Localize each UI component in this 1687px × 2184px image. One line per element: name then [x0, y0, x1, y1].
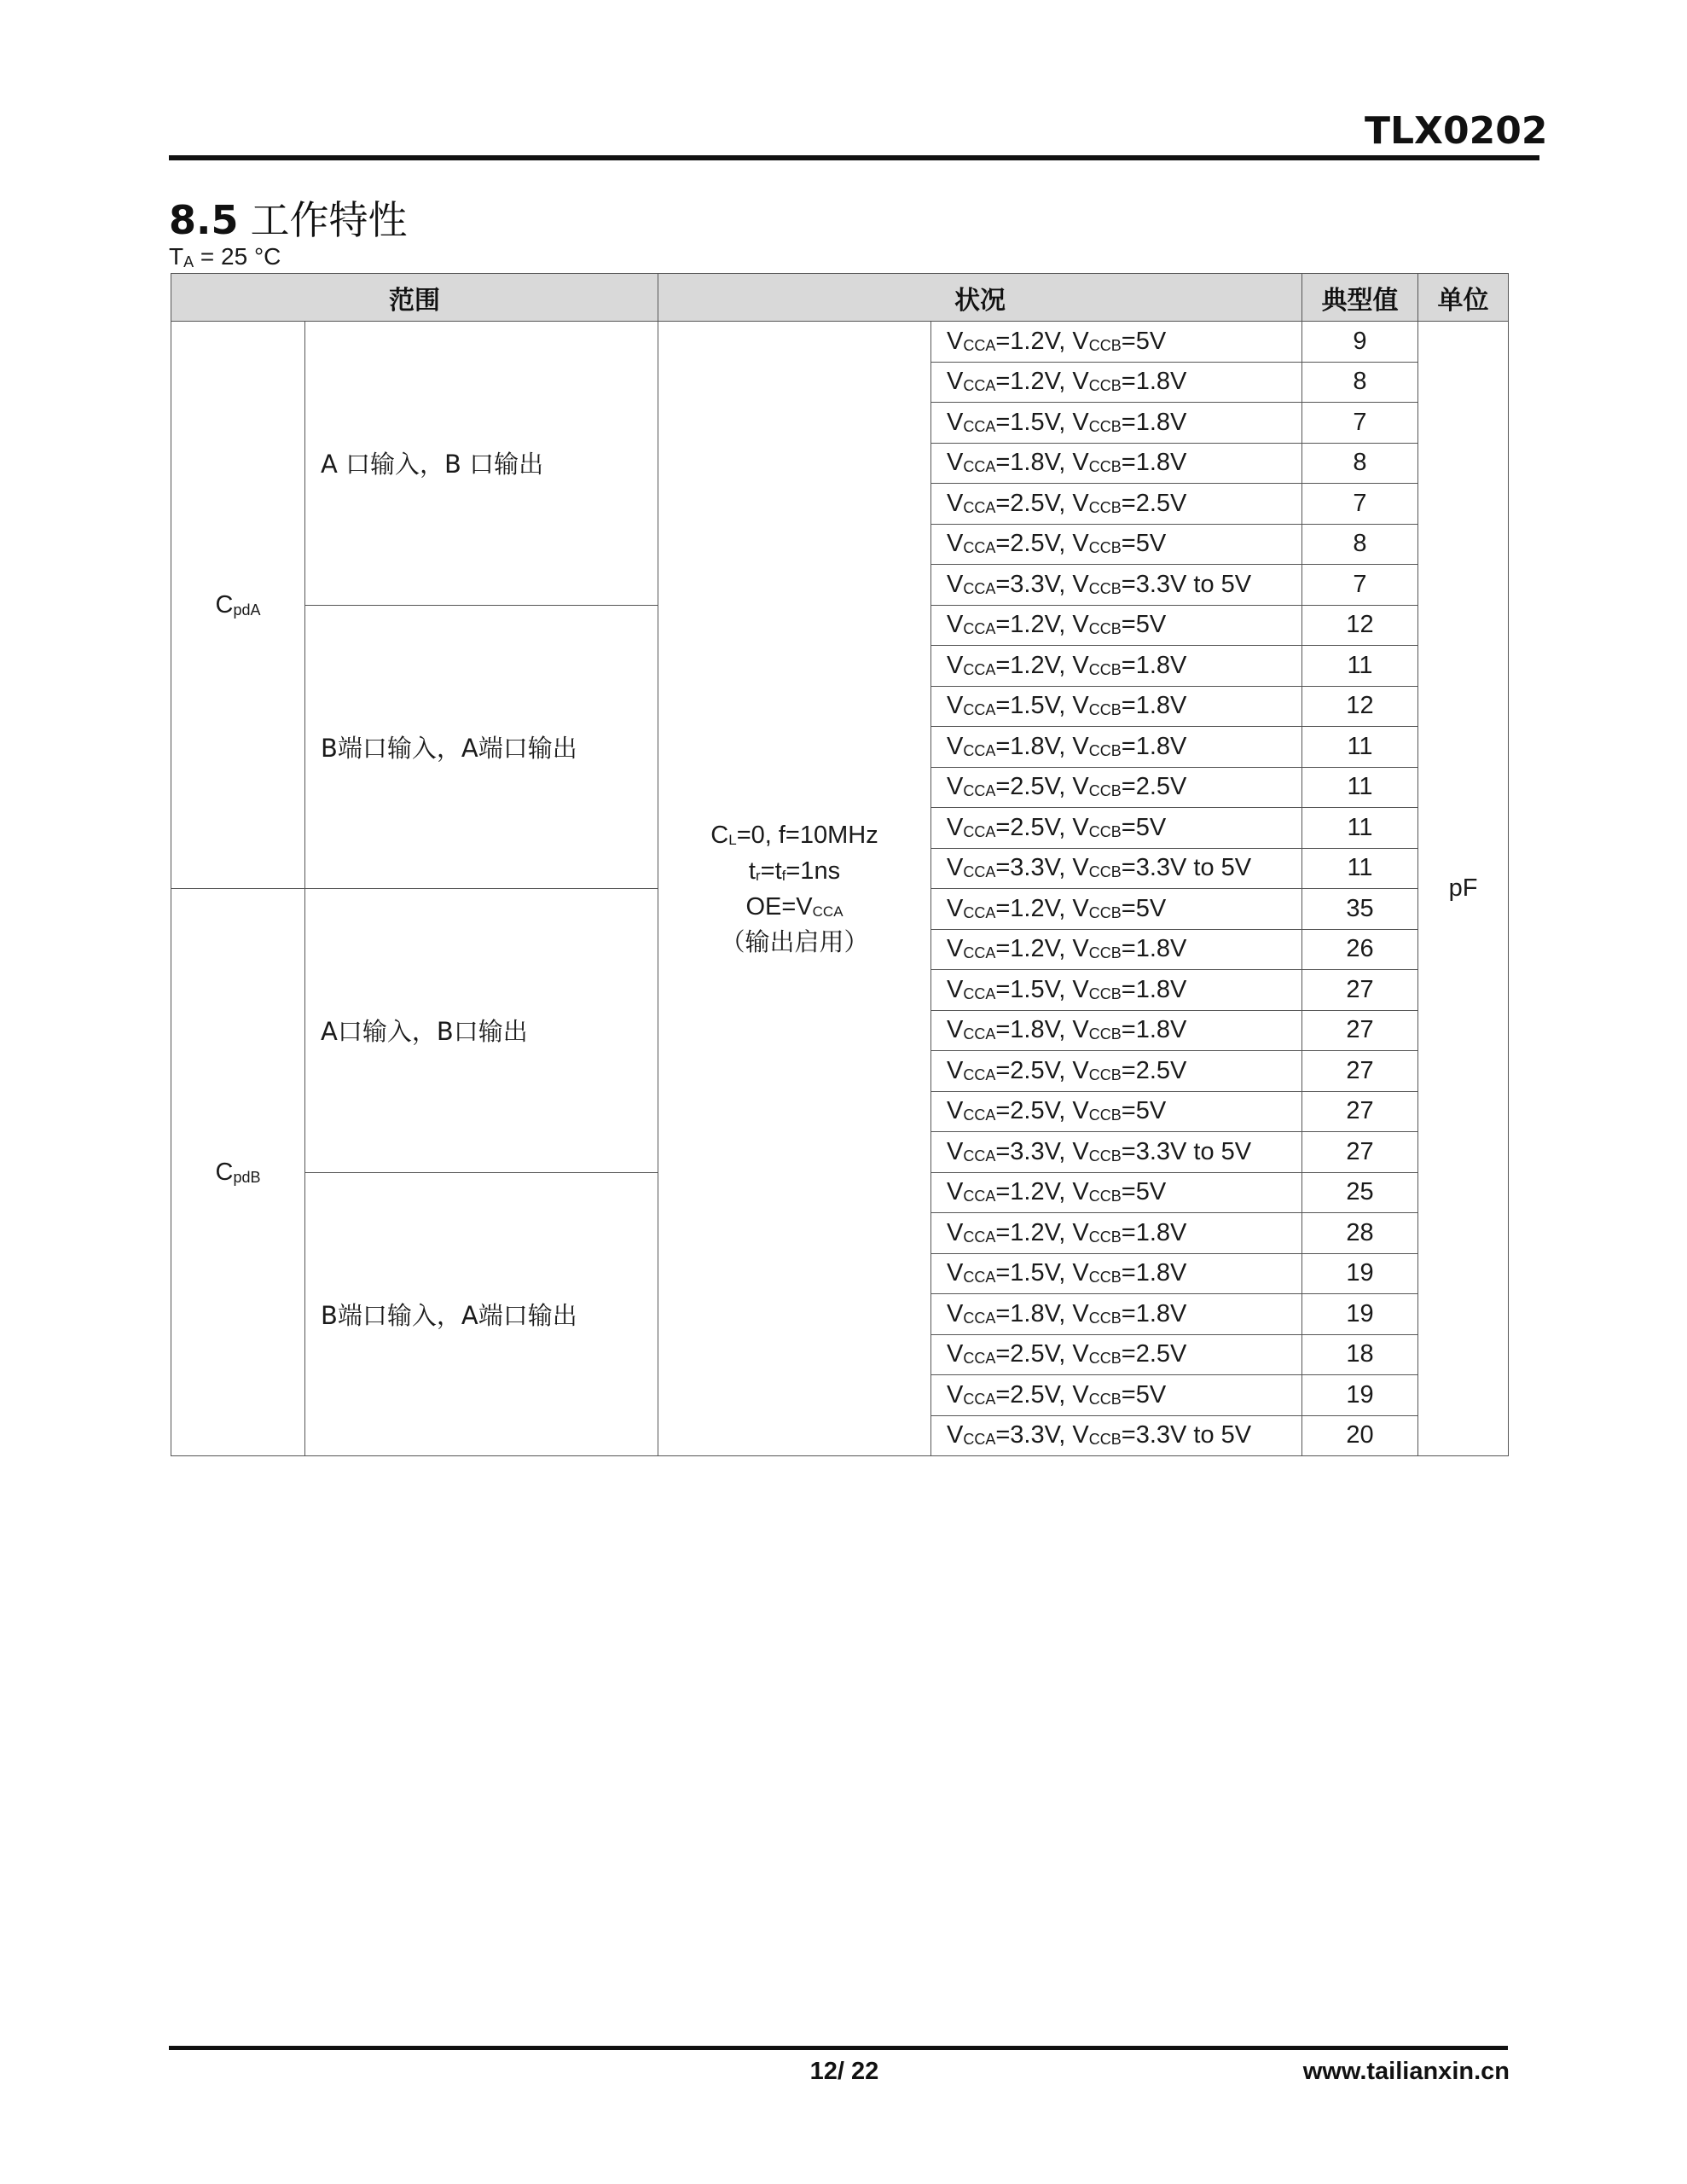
typical-value: 27 — [1302, 1010, 1418, 1051]
typical-value: 19 — [1302, 1253, 1418, 1294]
typical-value: 7 — [1302, 565, 1418, 606]
typical-value: 27 — [1302, 970, 1418, 1011]
supply-condition: $V_{CCA}=2.5V$, $V_{CCB}=5V$ — [931, 808, 1302, 849]
supply-condition: $V_{CCA}=3.3V$, $V_{CCB}=3.3V$ to 5V — [931, 565, 1302, 606]
supply-condition: $V_{CCA}=3.3V$, $V_{CCB}=3.3V$ to 5V — [931, 848, 1302, 889]
typical-value: 9 — [1302, 322, 1418, 363]
ambient-temperature-note: $T_A = 25$ °C — [169, 243, 281, 270]
supply-condition: $V_{CCA}=1.2V$, $V_{CCB}=5V$ — [931, 322, 1302, 363]
typical-value: 28 — [1302, 1213, 1418, 1254]
typical-value: 8 — [1302, 524, 1418, 565]
typical-value: 12 — [1302, 605, 1418, 646]
typical-value: 7 — [1302, 484, 1418, 525]
scope-direction: B端口输入，A端口输出 — [305, 605, 658, 889]
supply-condition: $V_{CCA}=2.5V$, $V_{CCB}=2.5V$ — [931, 1334, 1302, 1375]
typical-value: 8 — [1302, 443, 1418, 484]
supply-condition: $V_{CCA}=2.5V$, $V_{CCB}=2.5V$ — [931, 1051, 1302, 1092]
header-condition: 状况 — [658, 274, 1302, 322]
supply-condition: $V_{CCA}=1.2V$, $V_{CCB}=1.8V$ — [931, 1213, 1302, 1254]
typical-value: 8 — [1302, 362, 1418, 403]
scope-direction: A 口输入，B 口输出 — [305, 322, 658, 606]
header-rule — [169, 155, 1539, 160]
operating-characteristics-table — [171, 273, 1509, 1456]
typical-value: 26 — [1302, 929, 1418, 970]
supply-condition: $V_{CCA}=3.3V$, $V_{CCB}=3.3V$ to 5V — [931, 1132, 1302, 1173]
supply-condition: $V_{CCA}=1.8V$, $V_{CCB}=1.8V$ — [931, 1294, 1302, 1335]
typical-value: 18 — [1302, 1334, 1418, 1375]
scope-direction: A口输入，B口输出 — [305, 889, 658, 1173]
section-title-text: 工作特性 — [250, 197, 408, 243]
supply-condition: $V_{CCA}=1.2V$, $V_{CCB}=1.8V$ — [931, 362, 1302, 403]
table-header-row — [171, 274, 1509, 322]
supply-condition: $V_{CCA}=1.8V$, $V_{CCB}=1.8V$ — [931, 1010, 1302, 1051]
typical-value: 7 — [1302, 403, 1418, 444]
header-typical: 典型值 — [1302, 274, 1418, 322]
typical-value: 11 — [1302, 767, 1418, 808]
document-id: TLX0202 — [1365, 109, 1548, 153]
section-title — [169, 189, 408, 246]
supply-condition: $V_{CCA}=1.5V$, $V_{CCB}=1.8V$ — [931, 686, 1302, 727]
test-condition: $C_L=0$, f=10MHz $t_r=t_f=1ns$ $OE=V_{CCA}$ （输出启用） — [658, 322, 931, 1456]
page-number: 12/ 22 — [809, 2058, 879, 2085]
header-scope: 范围 — [171, 274, 658, 322]
supply-condition: $V_{CCA}=1.2V$, $V_{CCB}=5V$ — [931, 605, 1302, 646]
typical-value: 27 — [1302, 1091, 1418, 1132]
typical-value: 11 — [1302, 848, 1418, 889]
typical-value: 19 — [1302, 1294, 1418, 1335]
supply-condition: $V_{CCA}=2.5V$, $V_{CCB}=5V$ — [931, 524, 1302, 565]
supply-condition: $V_{CCA}=2.5V$, $V_{CCB}=2.5V$ — [931, 484, 1302, 525]
footer-rule — [169, 2046, 1508, 2050]
parameter-symbol: $C_{pdB}$ — [171, 889, 305, 1456]
typical-value: 27 — [1302, 1051, 1418, 1092]
typical-value: 20 — [1302, 1415, 1418, 1456]
supply-condition: $V_{CCA}=3.3V$, $V_{CCB}=3.3V$ to 5V — [931, 1415, 1302, 1456]
typical-value: 12 — [1302, 686, 1418, 727]
typical-value: 11 — [1302, 727, 1418, 768]
typical-value: 11 — [1302, 808, 1418, 849]
supply-condition: $V_{CCA}=1.2V$, $V_{CCB}=5V$ — [931, 889, 1302, 930]
scope-direction: B端口输入，A端口输出 — [305, 1172, 658, 1456]
typical-value: 19 — [1302, 1375, 1418, 1416]
supply-condition: $V_{CCA}=2.5V$, $V_{CCB}=5V$ — [931, 1091, 1302, 1132]
supply-condition: $V_{CCA}=1.5V$, $V_{CCB}=1.8V$ — [931, 403, 1302, 444]
supply-condition: $V_{CCA}=1.8V$, $V_{CCB}=1.8V$ — [931, 727, 1302, 768]
typical-value: 11 — [1302, 646, 1418, 687]
table-row — [171, 322, 1509, 363]
website-url: www.tailianxin.cn — [1302, 2058, 1510, 2085]
supply-condition: $V_{CCA}=1.5V$, $V_{CCB}=1.8V$ — [931, 970, 1302, 1011]
supply-condition: $V_{CCA}=2.5V$, $V_{CCB}=5V$ — [931, 1375, 1302, 1416]
typical-value: 27 — [1302, 1132, 1418, 1173]
typical-value: 35 — [1302, 889, 1418, 930]
supply-condition: $V_{CCA}=2.5V$, $V_{CCB}=2.5V$ — [931, 767, 1302, 808]
supply-condition: $V_{CCA}=1.2V$, $V_{CCB}=5V$ — [931, 1172, 1302, 1213]
supply-condition: $V_{CCA}=1.8V$, $V_{CCB}=1.8V$ — [931, 443, 1302, 484]
parameter-symbol: $C_{pdA}$ — [171, 322, 305, 889]
section-number: 8.5 — [169, 197, 239, 243]
supply-condition: $V_{CCA}=1.2V$, $V_{CCB}=1.8V$ — [931, 929, 1302, 970]
typical-value: 25 — [1302, 1172, 1418, 1213]
unit-cell: pF — [1418, 322, 1509, 1456]
header-unit: 单位 — [1418, 274, 1509, 322]
supply-condition: $V_{CCA}=1.2V$, $V_{CCB}=1.8V$ — [931, 646, 1302, 687]
supply-condition: $V_{CCA}=1.5V$, $V_{CCB}=1.8V$ — [931, 1253, 1302, 1294]
